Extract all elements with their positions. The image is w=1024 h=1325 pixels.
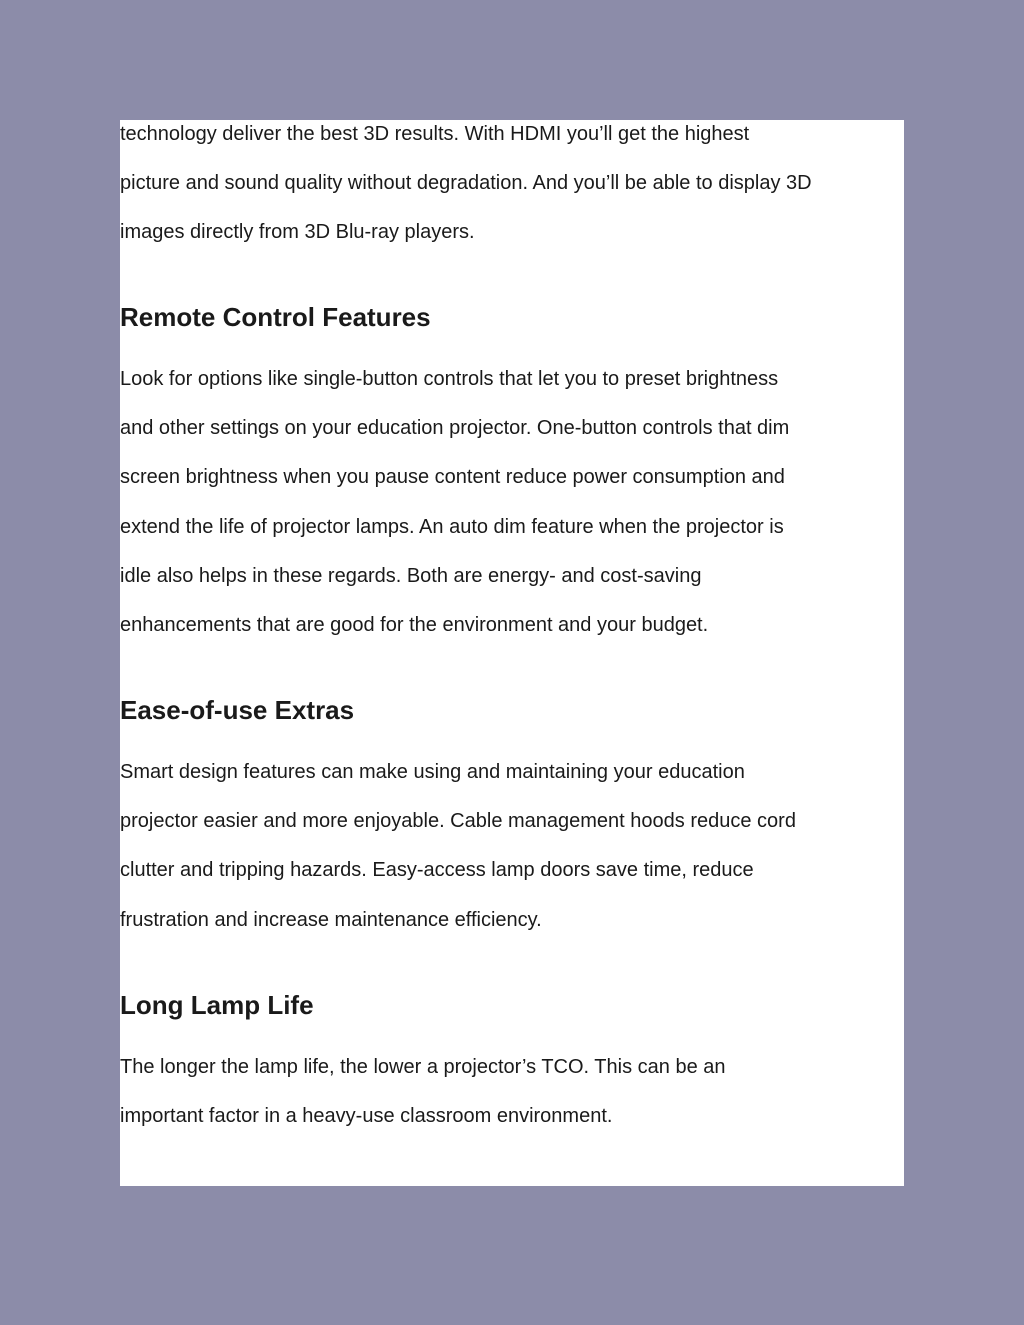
paragraph-line: images directly from 3D Blu-ray players. — [120, 221, 475, 244]
paragraph-line: screen brightness when you pause content reduce power consumption and — [120, 466, 785, 489]
paragraph-line: clutter and tripping hazards. Easy-access lamp doors save time, reduce — [120, 859, 754, 882]
paragraph-line: enhancements that are good for the environment and your budget. — [120, 613, 709, 636]
remote-control-paragraph — [120, 355, 789, 650]
long-lamp-life-heading: Long Lamp Life — [120, 990, 314, 1020]
paragraph-line: extend the life of projector lamps. An auto dim feature when the projector is — [120, 515, 784, 538]
paragraph-line: and other settings on your education projector. One-button controls that dim — [120, 417, 790, 440]
document-page — [120, 120, 904, 1186]
ease-of-use-heading: Ease-of-use Extras — [120, 695, 355, 725]
paragraph-line: projector easier and more enjoyable. Cable management hoods reduce cord — [120, 810, 796, 833]
paragraph-line: picture and sound quality without degradation. And you’ll be able to display 3D — [120, 172, 812, 195]
long-lamp-life-paragraph — [120, 1043, 726, 1141]
paragraph-line: Look for options like single-button controls that let you to preset brightness — [120, 368, 779, 390]
paragraph-line: frustration and increase maintenance efficiency. — [120, 908, 542, 931]
paragraph-line: The longer the lamp life, the lower a projector’s TCO. This can be an — [120, 1056, 726, 1078]
intro-paragraph — [120, 110, 812, 258]
paragraph-line: technology deliver the best 3D results. With HDMI you’ll get the highest — [120, 123, 750, 145]
paragraph-line: Smart design features can make using and maintaining your education — [120, 761, 745, 783]
paragraph-line: idle also helps in these regards. Both are energy- and cost-saving — [120, 564, 702, 587]
ease-of-use-paragraph — [120, 748, 796, 945]
paragraph-line: important factor in a heavy-use classroom environment. — [120, 1105, 613, 1128]
remote-control-heading: Remote Control Features — [120, 302, 431, 332]
